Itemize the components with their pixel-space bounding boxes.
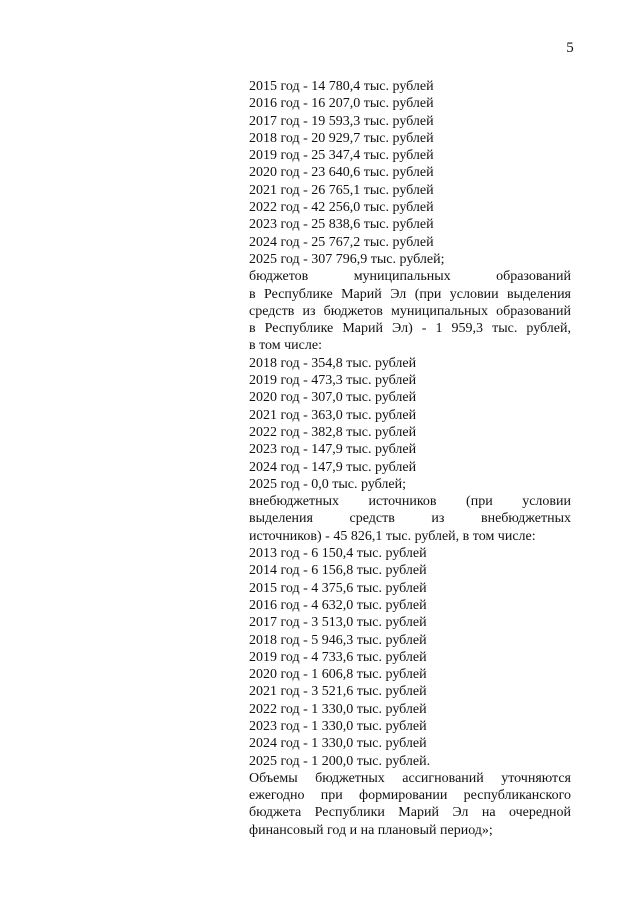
closing-line: Объемы бюджетных ассигнований уточняются (249, 770, 571, 786)
municipal-intro-line: средств из бюджетов муниципальных образований (249, 303, 571, 319)
budget-line: 2015 год - 14 780,4 тыс. рублей (249, 79, 434, 94)
extrabudget-line: 2015 год - 4 375,6 тыс. рублей (249, 580, 427, 596)
budget-line: 2025 год - 307 796,9 тыс. рублей; (249, 251, 445, 267)
budget-line: 2023 год - 25 838,6 тыс. рублей (249, 217, 434, 233)
extrabudget-line: 2018 год - 5 946,3 тыс. рублей (249, 632, 427, 648)
extrabudget-line: 2019 год - 4 733,6 тыс. рублей (249, 649, 427, 665)
municipal-line: 2024 год - 147,9 тыс. рублей (249, 459, 417, 475)
extrabudget-line: 2023 год - 1 330,0 тыс. рублей (249, 718, 427, 734)
extrabudget-line: 2017 год - 3 513,0 тыс. рублей (249, 615, 427, 631)
municipal-intro-line: в Республике Марий Эл) - 1 959,3 тыс. рублей, (249, 321, 571, 337)
municipal-line: 2021 год - 363,0 тыс. рублей (249, 407, 417, 423)
closing-line: бюджета Республики Марий Эл на очередной (249, 805, 571, 821)
closing-line: ежегодно при формировании республиканского (249, 788, 571, 804)
budget-line: 2018 год - 20 929,7 тыс. рублей (249, 130, 434, 146)
closing-line: финансовый год и на плановый период»; (249, 822, 493, 838)
budget-line: 2024 год - 25 767,2 тыс. рублей (249, 234, 434, 250)
extrabudget-line: 2016 год - 4 632,0 тыс. рублей (249, 597, 427, 613)
extrabudget-line: 2021 год - 3 521,6 тыс. рублей (249, 684, 427, 700)
budget-line: 2021 год - 26 765,1 тыс. рублей (249, 182, 434, 198)
budget-line: 2022 год - 42 256,0 тыс. рублей (249, 200, 434, 216)
extrabudget-intro-line: выделения средств из внебюджетных (249, 511, 571, 527)
extrabudget-line: 2020 год - 1 606,8 тыс. рублей (249, 667, 427, 683)
budget-line: 2017 год - 19 593,3 тыс. рублей (249, 113, 434, 129)
municipal-line: 2018 год - 354,8 тыс. рублей (249, 355, 417, 371)
municipal-line: 2023 год - 147,9 тыс. рублей (249, 442, 417, 458)
municipal-line: 2022 год - 382,8 тыс. рублей (249, 424, 417, 440)
budget-line: 2016 год - 16 207,0 тыс. рублей (249, 96, 434, 112)
extrabudget-line: 2024 год - 1 330,0 тыс. рублей (249, 736, 427, 752)
budget-line: 2020 год - 23 640,6 тыс. рублей (249, 165, 434, 181)
page-number: 5 (566, 40, 574, 56)
extrabudget-line: 2014 год - 6 156,8 тыс. рублей (249, 563, 427, 579)
extrabudget-line: 2022 год - 1 330,0 тыс. рублей (249, 701, 427, 717)
document-text (249, 78, 571, 839)
municipal-intro-line: бюджетов муниципальных образований (249, 269, 571, 285)
municipal-intro-line: в том числе: (249, 338, 322, 354)
municipal-intro-line: в Республике Марий Эл (при условии выделения (249, 286, 571, 302)
extrabudget-line: 2025 год - 1 200,0 тыс. рублей. (249, 753, 431, 769)
extrabudget-intro-line: источников) - 45 826,1 тыс. рублей, в том числе: (249, 528, 536, 544)
municipal-line: 2020 год - 307,0 тыс. рублей (249, 390, 417, 406)
extrabudget-line: 2013 год - 6 150,4 тыс. рублей (249, 546, 427, 562)
municipal-line: 2025 год - 0,0 тыс. рублей; (249, 476, 407, 492)
municipal-line: 2019 год - 473,3 тыс. рублей (249, 373, 417, 389)
extrabudget-intro-line: внебюджетных источников (при условии (249, 494, 571, 510)
budget-line: 2019 год - 25 347,4 тыс. рублей (249, 148, 434, 164)
